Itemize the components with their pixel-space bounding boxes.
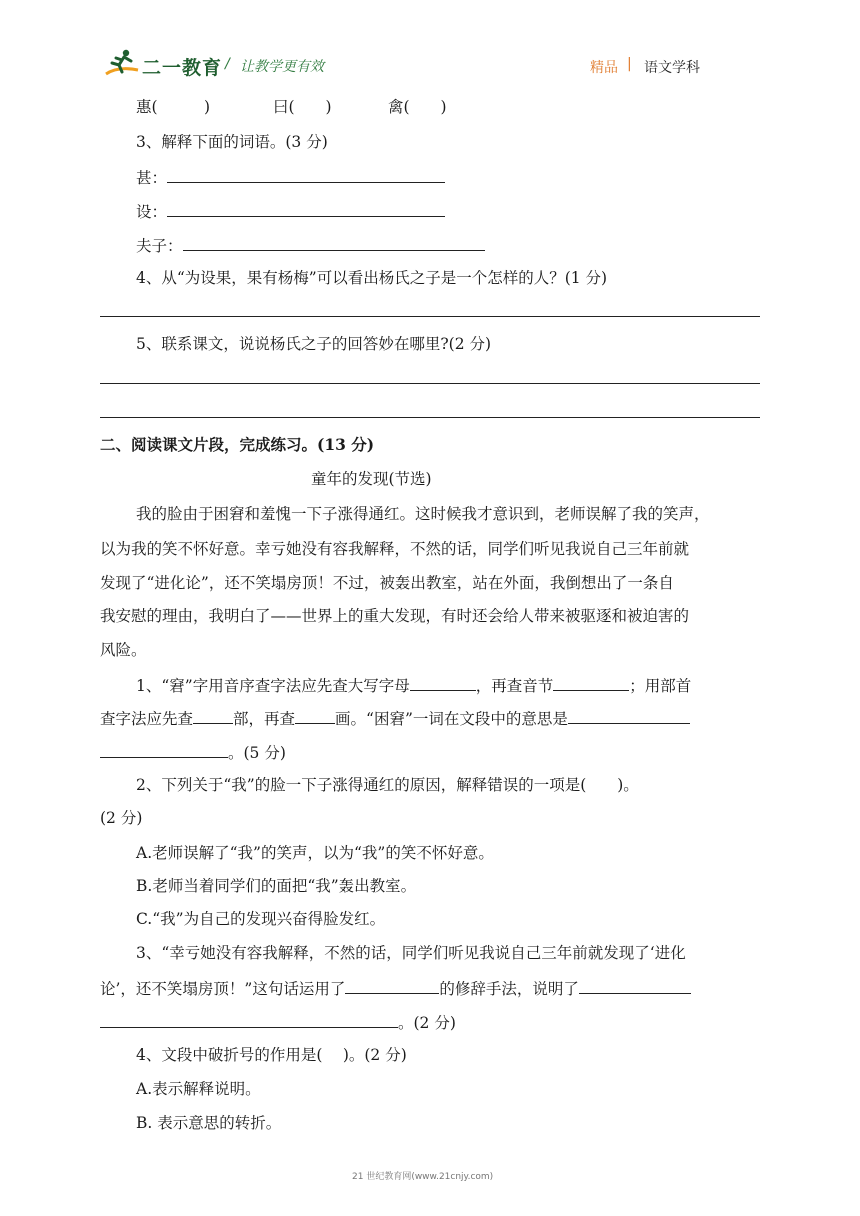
answer-blank[interactable] — [579, 977, 691, 994]
word-fuzi: 夫子： — [136, 234, 485, 256]
section-heading: 二、阅读课文片段，完成练习。(13 分) — [100, 435, 375, 454]
s2-question-3-line-2: 论’，还不笑塌房顶！”这句话运用了 的修辞手法，说明了 — [100, 977, 691, 999]
answer-blank[interactable] — [553, 674, 629, 691]
page-footer: 21 世纪教育网(www.21cnjy.com) — [352, 1172, 494, 1182]
answer-blank[interactable] — [100, 1011, 398, 1028]
question-3-prompt: 3、解释下面的词语。(3 分) — [136, 133, 328, 151]
question-5-prompt: 5、联系课文，说说杨氏之子的回答妙在哪里?(2 分) — [136, 335, 492, 353]
option-c: C.“我”为自己的发现兴奋得脸发红。 — [136, 910, 386, 928]
option-a: A.表示解释说明。 — [136, 1080, 261, 1098]
answer-blank[interactable] — [167, 166, 445, 183]
s2-question-1-line-2: 查字法应先查 部，再查 画。“困窘”一词在文段中的意思是 — [100, 707, 690, 729]
passage-line: 发现了“进化论”，还不笑塌房顶！不过，被轰出教室，站在外面，我倒想出了一条自 — [100, 574, 674, 592]
tag-separator: | — [627, 56, 632, 72]
answer-blank[interactable] — [183, 234, 485, 251]
answer-line[interactable] — [100, 316, 760, 317]
passage-line: 我的脸由于困窘和羞愧一下子涨得通红。这时候我才意识到，老师误解了我的笑声， — [136, 505, 710, 523]
option-a: A.老师误解了“我”的笑声，以为“我”的笑不怀好意。 — [136, 844, 494, 862]
passage-line: 我安慰的理由，我明白了——世界上的重大发现，有时还会给人带来被驱逐和被迫害的 — [100, 607, 690, 625]
quality-tag: 精品 — [590, 60, 618, 76]
runner-logo-icon — [104, 48, 140, 78]
answer-blank[interactable] — [295, 707, 335, 724]
answer-line[interactable] — [100, 417, 760, 418]
s2-question-4-prompt: 4、文段中破折号的作用是( )。(2 分) — [136, 1046, 407, 1064]
s2-question-1-line-1: 1、“窘”字用音序查字法应先查大写字母 ，再查音节 ；用部首 — [136, 674, 691, 696]
answer-blank[interactable] — [167, 200, 445, 217]
s2-question-1-line-3: 。(5 分) — [100, 741, 286, 763]
slogan: 让教学更有效 — [240, 59, 324, 75]
passage-title: 童年的发现(节选) — [311, 470, 432, 488]
option-b: B.老师当着同学们的面把“我”轰出教室。 — [136, 877, 417, 895]
s2-question-2-prompt: 2、下列关于“我”的脸一下子涨得通红的原因，解释错误的一项是( )。 — [136, 776, 639, 794]
answer-blank[interactable] — [100, 741, 228, 758]
passage-line: 风险。 — [100, 641, 147, 659]
subject-tag: 语文学科 — [644, 60, 700, 76]
char-item-qin: 禽( ) — [388, 98, 447, 116]
s2-question-2-points: (2 分) — [100, 809, 143, 827]
slogan-separator: / — [225, 56, 230, 72]
passage-line: 以为我的笑不怀好意。幸亏她没有容我解释，不然的话，同学们听见我说自己三年前就 — [100, 540, 690, 558]
answer-blank[interactable] — [345, 977, 439, 994]
logo-text: 二一教育 — [142, 57, 223, 79]
word-she: 设： — [136, 200, 445, 222]
char-item-hui: 惠( ) — [136, 98, 211, 116]
question-4-prompt: 4、从“为设果，果有杨梅”可以看出杨氏之子是一个怎样的人？(1 分) — [136, 269, 608, 287]
char-item-yue: 曰( ) — [273, 98, 332, 116]
answer-line[interactable] — [100, 383, 760, 384]
option-b: B. 表示意思的转折。 — [136, 1114, 282, 1132]
word-shen: 甚： — [136, 166, 445, 188]
answer-blank[interactable] — [193, 707, 233, 724]
s2-question-3-line-3: 。(2 分) — [100, 1011, 456, 1033]
answer-blank[interactable] — [410, 674, 476, 691]
answer-blank[interactable] — [568, 707, 690, 724]
s2-question-3-line-1: 3、“幸亏她没有容我解释，不然的话，同学们听见我说自己三年前就发现了‘进化 — [136, 944, 686, 962]
